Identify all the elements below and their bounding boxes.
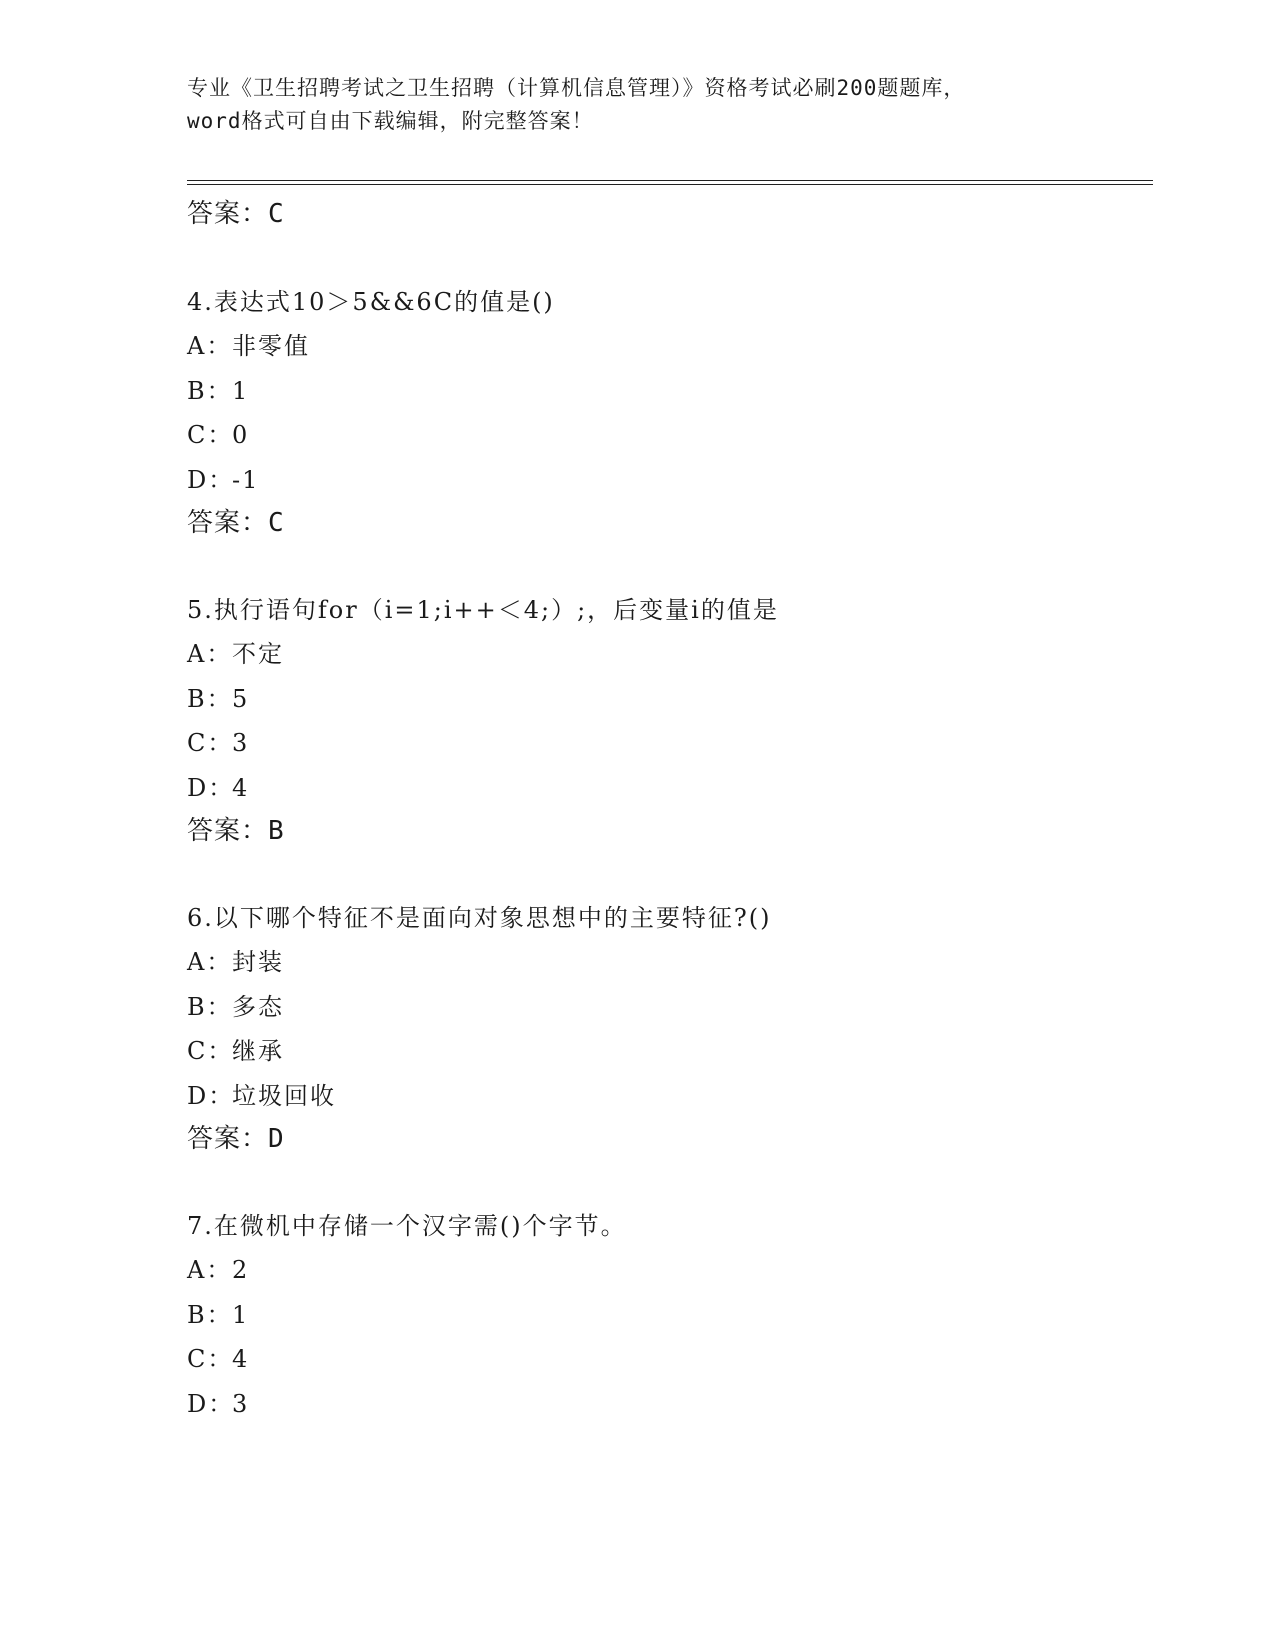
option-text: 继承 xyxy=(232,1037,284,1065)
header-divider-top xyxy=(187,180,1153,181)
question-4-text: 4.表达式10＞5&&6C的值是() xyxy=(187,288,555,316)
question-6-option-b xyxy=(187,987,284,1022)
option-text: 封装 xyxy=(232,948,284,976)
option-label: B： xyxy=(187,1301,233,1329)
option-label: C： xyxy=(187,1037,234,1065)
question-4-option-c xyxy=(187,415,249,450)
option-label: D： xyxy=(187,466,235,494)
question-7-option-a xyxy=(187,1250,249,1285)
question-5-option-c xyxy=(187,723,249,758)
option-text: 多态 xyxy=(232,993,284,1021)
header-divider-bottom xyxy=(187,184,1153,185)
question-6-text: 6.以下哪个特征不是面向对象思想中的主要特征?() xyxy=(187,904,772,932)
document-header xyxy=(187,72,1087,138)
question-7-option-b xyxy=(187,1295,249,1330)
option-text: 1 xyxy=(232,1301,250,1329)
question-6-answer: 答案：D xyxy=(187,1124,285,1154)
header-title-line1: 专业《卫生招聘考试之卫生招聘（计算机信息管理）》资格考试必刷200题题库， xyxy=(187,76,966,100)
option-label: D： xyxy=(187,1390,235,1418)
option-text: 0 xyxy=(232,421,250,449)
question-5-option-b xyxy=(187,679,249,714)
option-text: -1 xyxy=(232,466,260,494)
question-6-option-a xyxy=(187,942,284,977)
option-label: C： xyxy=(187,1345,234,1373)
option-label: A： xyxy=(187,332,233,360)
question-7-option-d xyxy=(187,1384,249,1419)
option-label: A： xyxy=(187,1256,233,1284)
header-title-line2: word格式可自由下载编辑，附完整答案！ xyxy=(187,109,594,133)
option-label: D： xyxy=(187,1082,235,1110)
question-5-option-d xyxy=(187,768,249,803)
option-text: 3 xyxy=(232,729,250,757)
question-5-option-a xyxy=(187,634,284,669)
answer-previous-question: 答案：C xyxy=(187,199,285,229)
option-label: B： xyxy=(187,377,233,405)
option-text: 4 xyxy=(232,1345,250,1373)
option-text: 2 xyxy=(232,1256,250,1284)
option-text: 1 xyxy=(232,377,250,405)
question-4-answer: 答案：C xyxy=(187,508,285,538)
option-label: A： xyxy=(187,640,233,668)
option-label: D： xyxy=(187,774,235,802)
question-4-option-b xyxy=(187,371,249,406)
option-text: 非零值 xyxy=(232,332,310,360)
option-label: A： xyxy=(187,948,233,976)
option-label: C： xyxy=(187,729,234,757)
question-5-answer: 答案：B xyxy=(187,816,285,846)
option-text: 4 xyxy=(232,774,250,802)
option-label: B： xyxy=(187,685,233,713)
question-4-option-a xyxy=(187,326,310,361)
question-6-option-d xyxy=(187,1076,336,1111)
question-7-text: 7.在微机中存储一个汉字需()个字节。 xyxy=(187,1212,627,1240)
option-label: B： xyxy=(187,993,233,1021)
question-4-option-d xyxy=(187,460,259,495)
option-text: 不定 xyxy=(232,640,284,668)
option-text: 5 xyxy=(232,685,250,713)
question-6-option-c xyxy=(187,1031,284,1066)
option-label: C： xyxy=(187,421,234,449)
question-5-text: 5.执行语句for（i=1;i++＜4;）;，后变量i的值是 xyxy=(187,596,779,624)
question-7-option-c xyxy=(187,1339,249,1374)
option-text: 垃圾回收 xyxy=(232,1082,336,1110)
option-text: 3 xyxy=(232,1390,250,1418)
